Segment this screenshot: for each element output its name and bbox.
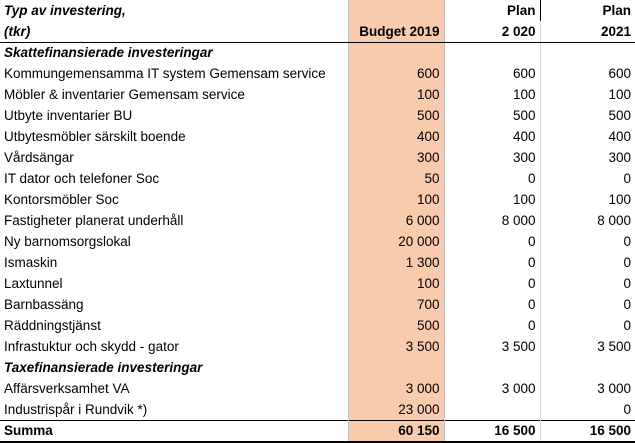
- budget-2019-value: 500: [348, 315, 444, 336]
- table-row: [0, 273, 635, 294]
- budget-2019-value: 100: [348, 273, 444, 294]
- plan-2021-value: 400: [608, 129, 631, 144]
- plan-2020-value: [444, 399, 540, 420]
- budget-header-label: Budget 2019: [348, 21, 444, 42]
- table-row: [0, 189, 635, 210]
- budget-2019-value: 3 000: [348, 378, 444, 399]
- budget-2019-value: 600: [348, 63, 444, 84]
- total-row: [0, 420, 635, 442]
- table-row: [0, 294, 635, 315]
- budget-2019-value: 300: [348, 147, 444, 168]
- plan-2020-value: 100: [444, 84, 540, 105]
- plan-2020-value: 0: [444, 231, 540, 252]
- total-label: Summa: [0, 420, 348, 442]
- investment-label: Ny barnomsorgslokal: [4, 234, 131, 249]
- table-row: [0, 105, 635, 126]
- budget-2019-value: 50: [348, 168, 444, 189]
- plan-2020-value: 0: [444, 252, 540, 273]
- budget-2019-value: 6 000: [348, 210, 444, 231]
- budget-cell-blank: [348, 357, 444, 378]
- header-row-1: [0, 0, 635, 21]
- plan1-header-label: Plan: [444, 0, 540, 21]
- table-row: [0, 399, 635, 420]
- investment-label: Ismaskin: [4, 255, 58, 270]
- table-row: [0, 147, 635, 168]
- section-title: Taxefinansierade investeringar: [4, 360, 203, 375]
- type-header-line1: Typ av investering,: [4, 3, 126, 18]
- total-plan1-value: 16 500: [444, 420, 540, 442]
- plan-2021-value: 0: [623, 297, 631, 312]
- plan-2021-value: 8 000: [597, 213, 631, 228]
- investment-label: Räddningstjänst: [4, 318, 101, 333]
- budget-2019-value: 20 000: [348, 231, 444, 252]
- plan1-cell-blank: [444, 42, 540, 63]
- budget-cell-blank: [348, 42, 444, 63]
- plan-2021-value: 0: [623, 171, 631, 186]
- plan-2020-value: 400: [444, 126, 540, 147]
- plan-2021-value: 100: [608, 192, 631, 207]
- budget-2019-value: 100: [348, 189, 444, 210]
- plan2-header-year: 2021: [540, 21, 635, 42]
- plan-2021-value: 0: [623, 255, 631, 270]
- table-row: [0, 315, 635, 336]
- table-row: [0, 84, 635, 105]
- plan2-header-label: Plan: [602, 3, 631, 18]
- total-budget-value: 60 150: [348, 420, 444, 442]
- investment-label: IT dator och telefoner Soc: [4, 171, 160, 186]
- plan-2021-value: 0: [623, 318, 631, 333]
- investment-label: Industrispår i Rundvik *): [4, 401, 148, 417]
- total-plan2-value: 16 500: [540, 420, 635, 442]
- plan-2020-value: 0: [444, 294, 540, 315]
- table-row: [0, 168, 635, 189]
- plan-2021-value: 600: [608, 66, 631, 81]
- investment-label: Kommungemensamma IT system Gemensam service: [4, 66, 326, 81]
- plan1-cell-blank: [444, 357, 540, 378]
- plan-2020-value: 3 500: [444, 336, 540, 357]
- plan-2020-value: 8 000: [444, 210, 540, 231]
- investment-label: Fastigheter planerat underhåll: [4, 213, 184, 228]
- table-row: [0, 336, 635, 357]
- section-title: Skattefinansierade investeringar: [4, 45, 213, 60]
- investment-label: Vårdsängar: [4, 150, 74, 165]
- budget-2019-value: 100: [348, 84, 444, 105]
- table-row: [0, 252, 635, 273]
- plan-2021-value: 0: [623, 401, 631, 417]
- plan-2021-value: 300: [608, 150, 631, 165]
- investment-label: Utbytesmöbler särskilt boende: [4, 129, 186, 144]
- budget-2019-value: 500: [348, 105, 444, 126]
- table-row: [0, 126, 635, 147]
- plan-2020-value: 100: [444, 189, 540, 210]
- investment-label: Utbyte inventarier BU: [4, 108, 133, 123]
- investment-label: Infrastuktur och skydd - gator: [4, 339, 179, 354]
- plan-2020-value: 3 000: [444, 378, 540, 399]
- plan-2021-value: 0: [623, 276, 631, 291]
- plan-2020-value: 0: [444, 315, 540, 336]
- header-row-2: [0, 21, 635, 42]
- plan2-cell-blank: [540, 357, 635, 378]
- plan-2021-value: 500: [608, 108, 631, 123]
- plan2-cell-blank: [540, 42, 635, 63]
- table-row: [0, 63, 635, 84]
- plan-2020-value: 0: [444, 273, 540, 294]
- table-row: [0, 378, 635, 399]
- investment-label: Möbler & inventarier Gemensam service: [4, 87, 245, 102]
- budget-2019-value: 400: [348, 126, 444, 147]
- plan-2021-value: 100: [608, 87, 631, 102]
- investment-label: Kontorsmöbler Soc: [4, 192, 119, 207]
- plan1-header-year: 2 020: [444, 21, 540, 42]
- section-header-row: [0, 357, 635, 378]
- plan-2020-value: 600: [444, 63, 540, 84]
- plan-2020-value: 500: [444, 105, 540, 126]
- plan-2020-value: 0: [444, 168, 540, 189]
- budget-2019-value: 3 500: [348, 336, 444, 357]
- budget-2019-value: 23 000: [348, 399, 444, 420]
- plan-2021-value: 3 500: [597, 339, 631, 354]
- investment-label: Barnbassäng: [4, 297, 84, 312]
- table-row: [0, 231, 635, 252]
- budget-2019-value: 1 300: [348, 252, 444, 273]
- type-header-line2: (tkr): [0, 21, 348, 42]
- plan-2021-value: 0: [623, 234, 631, 249]
- investment-label: Affärsverksamhet VA: [4, 381, 130, 396]
- table-row: [0, 210, 635, 231]
- budget-2019-value: 700: [348, 294, 444, 315]
- section-header-row: [0, 42, 635, 63]
- plan-2020-value: 300: [444, 147, 540, 168]
- investment-label: Laxtunnel: [4, 276, 63, 291]
- plan-2021-value: 3 000: [597, 381, 631, 396]
- budget-header-blank: [348, 0, 444, 21]
